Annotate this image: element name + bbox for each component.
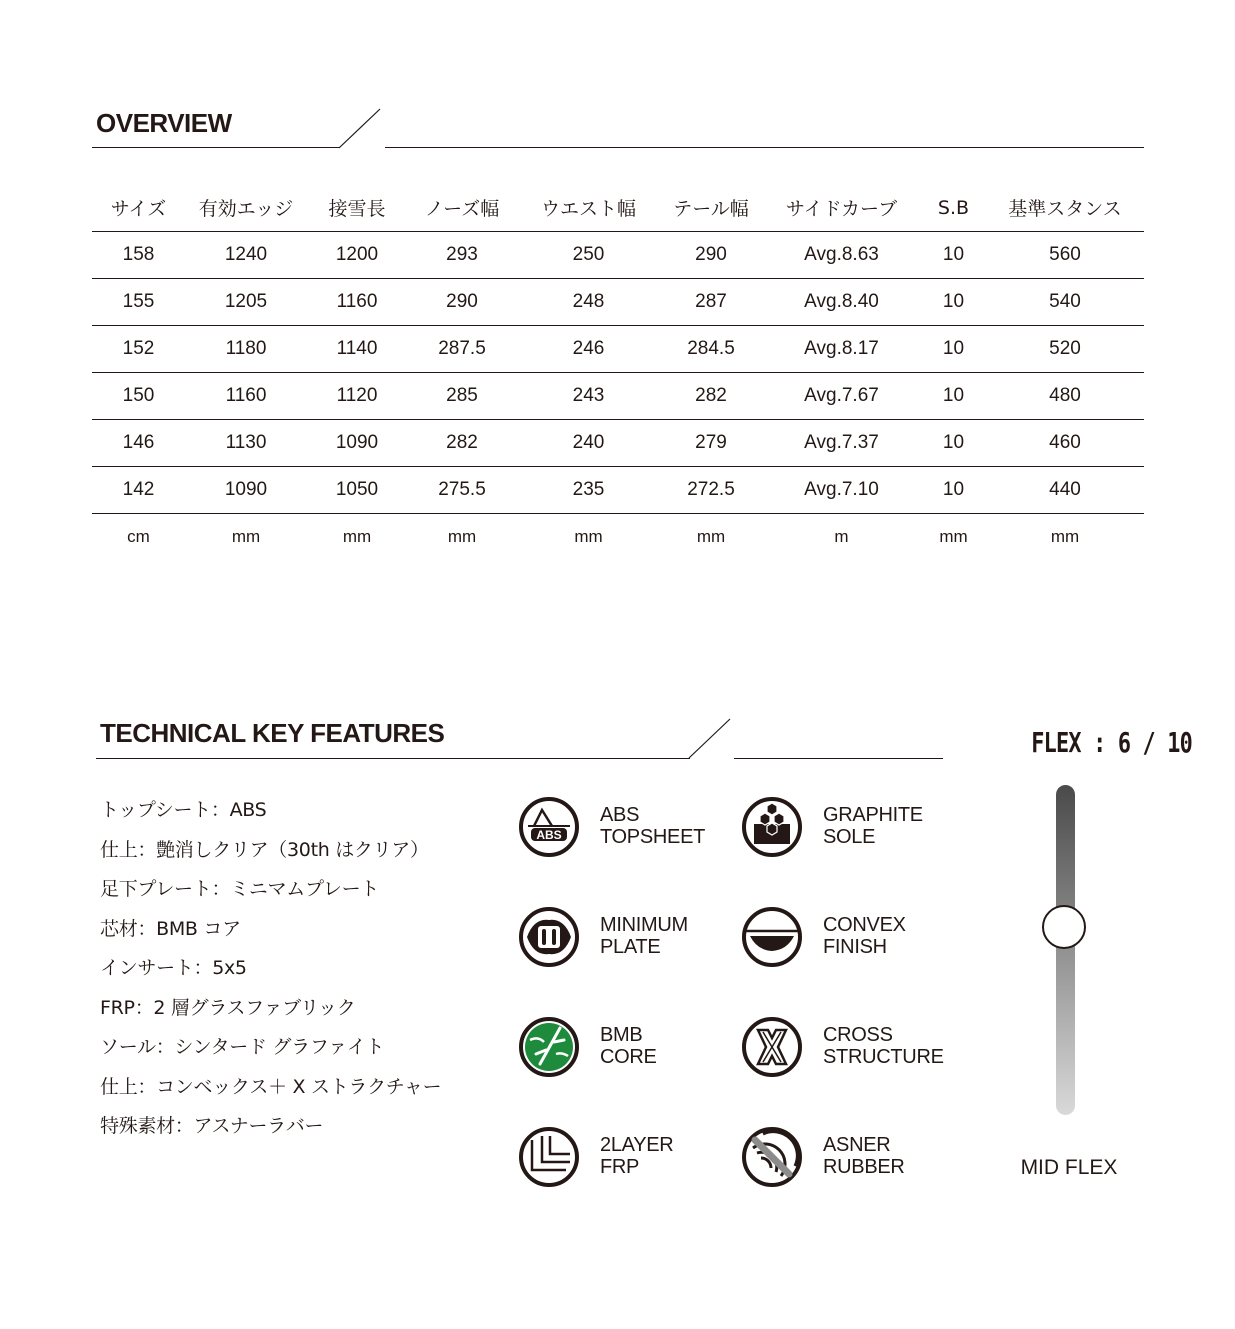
list-item: トップシート：ABS (100, 799, 267, 821)
feature-cross-structure (741, 1016, 961, 1080)
convex-finish-icon (741, 906, 803, 968)
table-cell: 1160 (185, 373, 307, 420)
table-row (92, 420, 1144, 467)
table-cell: 152 (92, 326, 185, 373)
table-cell: 285 (407, 373, 517, 420)
table-cell: 243 (517, 373, 660, 420)
flex-slider-track (1056, 785, 1075, 1115)
svg-text:ABS: ABS (536, 828, 562, 842)
feature-label-line2: RUBBER (823, 1156, 905, 1178)
feature-label-line1: BMB (600, 1024, 643, 1046)
table-cell: 246 (517, 326, 660, 373)
spec-table-units (92, 514, 1144, 561)
overview-title: OVERVIEW (96, 108, 232, 138)
spec-list (100, 792, 441, 1148)
unit-cell: mm (696, 527, 726, 546)
table-cell: 146 (92, 420, 185, 467)
table-cell: 1200 (307, 232, 407, 279)
column-header: 接雪長 (307, 184, 407, 232)
table-cell: 10 (921, 467, 986, 514)
table-cell: Avg.7.37 (762, 420, 921, 467)
table-cell: 560 (986, 232, 1144, 279)
unit-cell: mm (342, 527, 372, 546)
table-cell: 293 (407, 232, 517, 279)
technical-title: TECHNICAL KEY FEATURES (100, 718, 445, 748)
table-cell: 235 (517, 467, 660, 514)
feature-label-line1: ASNER (823, 1134, 891, 1156)
asner-rubber-icon (741, 1126, 803, 1188)
table-cell: 284.5 (660, 326, 762, 373)
table-cell: 1140 (307, 326, 407, 373)
minimum-plate-icon (518, 906, 580, 968)
flex-slider-knob (1042, 905, 1086, 949)
table-cell: 1050 (307, 467, 407, 514)
table-cell: 248 (517, 279, 660, 326)
column-header: 有効エッジ (185, 184, 307, 232)
table-cell: 10 (921, 373, 986, 420)
unit-cell: mm (1050, 527, 1080, 546)
table-cell: 150 (92, 373, 185, 420)
bmb-core-icon (518, 1016, 580, 1078)
feature-minimum-plate (518, 906, 738, 970)
table-cell: 250 (517, 232, 660, 279)
list-item: 特殊素材：アスナーラバー (100, 1115, 324, 1137)
column-header: S.B (921, 184, 986, 232)
table-cell: 520 (986, 326, 1144, 373)
column-header: テール幅 (660, 184, 762, 232)
unit-cell: cm (127, 527, 150, 546)
table-cell: 10 (921, 232, 986, 279)
feature-2layer-frp (518, 1126, 738, 1190)
table-cell: 158 (92, 232, 185, 279)
unit-cell: mm (231, 527, 261, 546)
feature-convex-finish (741, 906, 961, 970)
table-cell: 240 (517, 420, 660, 467)
abs-topsheet-icon (518, 796, 580, 858)
list-item: 仕上：コンベックス＋ X ストラクチャー (100, 1075, 442, 1098)
table-cell: 1090 (307, 420, 407, 467)
list-item: ソール：シンタード グラファイト (100, 1036, 385, 1058)
list-item: FRP：2 層グラスファブリック (100, 996, 356, 1019)
table-cell: Avg.7.10 (762, 467, 921, 514)
table-cell: 1130 (185, 420, 307, 467)
table-cell: 540 (986, 279, 1144, 326)
spec-table-header (92, 184, 1144, 232)
table-cell: 10 (921, 420, 986, 467)
table-cell: 290 (660, 232, 762, 279)
feature-graphite-sole (741, 796, 961, 860)
feature-label-line2: FRP (600, 1156, 640, 1178)
2layer-frp-icon (518, 1126, 580, 1188)
table-cell: 155 (92, 279, 185, 326)
table-cell: 282 (407, 420, 517, 467)
table-cell: 282 (660, 373, 762, 420)
list-item: 仕上：艶消しクリア（30th はクリア） (100, 838, 429, 861)
feature-label-line1: ABS (600, 804, 640, 826)
table-cell: 290 (407, 279, 517, 326)
table-cell: 10 (921, 326, 986, 373)
feature-bmb-core (518, 1016, 738, 1080)
column-header: 基準スタンス (986, 184, 1144, 232)
feature-label-line2: FINISH (823, 936, 887, 958)
table-cell: 275.5 (407, 467, 517, 514)
column-header: ウエスト幅 (517, 184, 660, 232)
table-cell: 142 (92, 467, 185, 514)
feature-label-line2: PLATE (600, 936, 661, 958)
table-row (92, 467, 1144, 514)
cross-structure-icon (741, 1016, 803, 1078)
feature-label-line1: CONVEX (823, 914, 906, 936)
unit-cell: mm (447, 527, 477, 546)
table-row (92, 279, 1144, 326)
table-cell: 272.5 (660, 467, 762, 514)
table-cell: 460 (986, 420, 1144, 467)
list-item: インサート：5x5 (100, 957, 247, 979)
table-cell: 1120 (307, 373, 407, 420)
table-cell: 1090 (185, 467, 307, 514)
feature-asner-rubber (741, 1126, 961, 1190)
flex-label: MID FLEX (1020, 1156, 1118, 1179)
graphite-sole-icon (741, 796, 803, 858)
column-header: ノーズ幅 (407, 184, 517, 232)
table-cell: 1240 (185, 232, 307, 279)
feature-label-line1: CROSS (823, 1024, 893, 1046)
table-row (92, 232, 1144, 279)
table-cell: Avg.8.40 (762, 279, 921, 326)
table-cell: Avg.8.17 (762, 326, 921, 373)
flex-title: FLEX : 6 / 10 (1031, 726, 1193, 759)
table-cell: 1205 (185, 279, 307, 326)
table-cell: 440 (986, 467, 1144, 514)
feature-label-line1: 2LAYER (600, 1134, 674, 1156)
feature-label-line2: TOPSHEET (600, 826, 706, 848)
table-cell: 480 (986, 373, 1144, 420)
table-cell: 10 (921, 279, 986, 326)
feature-label-line2: CORE (600, 1046, 657, 1068)
column-header: サイドカーブ (762, 184, 921, 232)
feature-label-line2: STRUCTURE (823, 1046, 944, 1068)
unit-cell: mm (939, 527, 968, 546)
feature-label-line1: GRAPHITE (823, 804, 923, 826)
table-row (92, 326, 1144, 373)
unit-cell: m (834, 527, 849, 546)
table-cell: 287 (660, 279, 762, 326)
table-cell: 287.5 (407, 326, 517, 373)
table-cell: 1180 (185, 326, 307, 373)
table-cell: 279 (660, 420, 762, 467)
feature-abs-topsheet (518, 796, 738, 860)
unit-cell: mm (574, 527, 603, 546)
list-item: 足下プレート：ミニマムプレート (100, 878, 379, 900)
feature-label-line2: SOLE (823, 826, 876, 848)
spec-table (92, 184, 1144, 560)
list-item: 芯材：BMB コア (100, 917, 241, 940)
table-cell: Avg.8.63 (762, 232, 921, 279)
table-cell: Avg.7.67 (762, 373, 921, 420)
table-cell: 1160 (307, 279, 407, 326)
column-header: サイズ (92, 184, 185, 232)
feature-label-line1: MINIMUM (600, 914, 688, 936)
table-row (92, 373, 1144, 420)
